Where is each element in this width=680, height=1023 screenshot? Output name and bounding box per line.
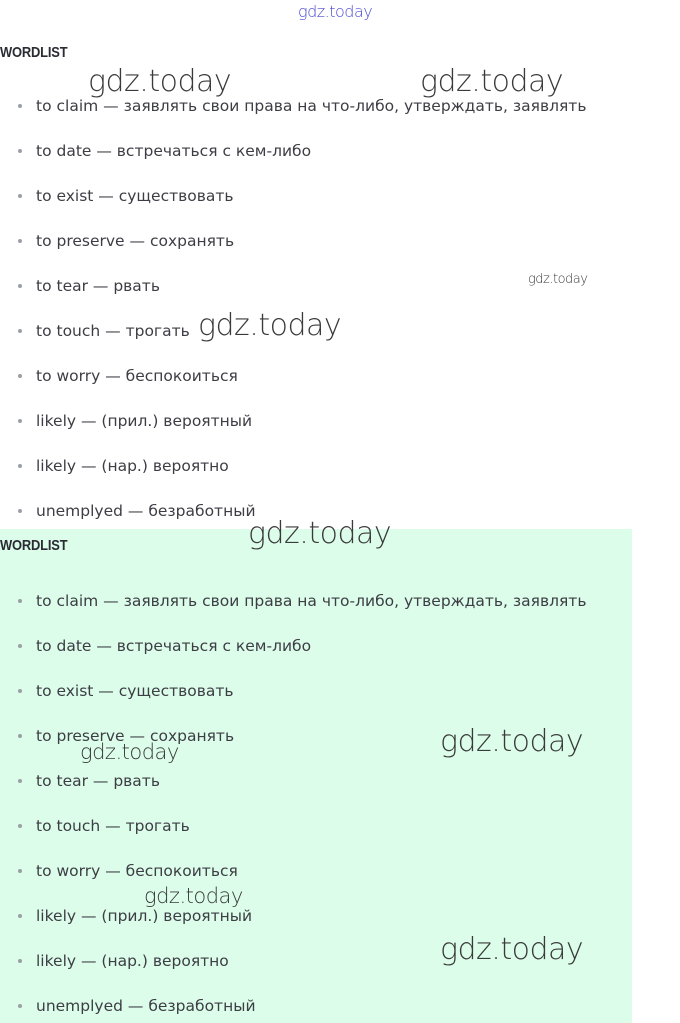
list-item — [36, 410, 252, 432]
watermark: gdz.today — [144, 884, 243, 908]
list-item-text: to preserve — сохранять — [36, 727, 235, 745]
list-item-text: to date — встречаться с кем-либо — [36, 637, 312, 655]
list-item-text: to touch — трогать — [36, 817, 190, 835]
list-item-text: to exist — существовать — [36, 187, 234, 205]
list-item-text: to preserve — сохранять — [36, 232, 235, 250]
bullet-icon — [18, 194, 22, 198]
list-item — [36, 275, 160, 297]
list-item — [36, 860, 238, 882]
list-item-text: likely — (прил.) вероятный — [36, 412, 253, 430]
watermark: gdz.today — [198, 308, 342, 343]
list-item-text: to worry — беспокоиться — [36, 367, 238, 385]
bullet-icon — [18, 374, 22, 378]
bullet-icon — [18, 914, 22, 918]
bullet-icon — [18, 734, 22, 738]
list-item — [36, 905, 252, 927]
list-item-text: to tear — рвать — [36, 277, 160, 295]
watermark: gdz.today — [440, 932, 584, 967]
list-item-text: to claim — заявлять свои права на что-либо, утверждать, заявлять — [36, 97, 587, 115]
bullet-icon — [18, 689, 22, 693]
list-item-text: to date — встречаться с кем-либо — [36, 142, 312, 160]
bullet-icon — [18, 149, 22, 153]
list-item — [36, 950, 229, 972]
bullet-icon — [18, 959, 22, 963]
bullet-icon — [18, 824, 22, 828]
wordlist-heading: WORDLIST — [0, 44, 68, 61]
list-item — [36, 770, 160, 792]
list-item — [36, 635, 311, 657]
bullet-icon — [18, 779, 22, 783]
list-item — [36, 815, 190, 837]
watermark: gdz.today — [88, 64, 232, 99]
list-item-text: to claim — заявлять свои права на что-либо, утверждать, заявлять — [36, 592, 587, 610]
list-item-text: to tear — рвать — [36, 772, 160, 790]
list-item — [36, 185, 234, 207]
list-item-text: unemplyed — безработный — [36, 997, 256, 1015]
bullet-icon — [18, 239, 22, 243]
list-item-text: likely — (нар.) вероятно — [36, 457, 229, 475]
list-item — [36, 500, 256, 522]
list-item — [36, 365, 238, 387]
watermark: gdz.today — [420, 64, 564, 99]
bullet-icon — [18, 464, 22, 468]
list-item — [36, 320, 190, 342]
bullet-icon — [18, 284, 22, 288]
bullet-icon — [18, 509, 22, 513]
wordlist-heading: WORDLIST — [0, 537, 68, 554]
list-item — [36, 140, 311, 162]
bullet-icon — [18, 869, 22, 873]
watermark: gdz.today — [440, 724, 584, 759]
bullet-icon — [18, 644, 22, 648]
watermark: gdz.today — [528, 272, 588, 287]
list-item — [36, 230, 234, 252]
bullet-icon — [18, 1004, 22, 1008]
list-item — [36, 995, 256, 1017]
list-item-text: to touch — трогать — [36, 322, 190, 340]
list-item — [36, 455, 229, 477]
bullet-icon — [18, 599, 22, 603]
bullet-icon — [18, 329, 22, 333]
watermark: gdz.today — [248, 516, 392, 551]
watermark: gdz.today — [80, 740, 179, 764]
list-item-text: likely — (прил.) вероятный — [36, 907, 253, 925]
list-item-text: to worry — беспокоиться — [36, 862, 238, 880]
list-item-text: to exist — существовать — [36, 682, 234, 700]
watermark-link[interactable]: gdz.today — [298, 2, 373, 21]
list-item — [36, 590, 586, 612]
bullet-icon — [18, 419, 22, 423]
bullet-icon — [18, 104, 22, 108]
list-item — [36, 680, 234, 702]
list-item-text: likely — (нар.) вероятно — [36, 952, 229, 970]
list-item-text: unemplyed — безработный — [36, 502, 256, 520]
